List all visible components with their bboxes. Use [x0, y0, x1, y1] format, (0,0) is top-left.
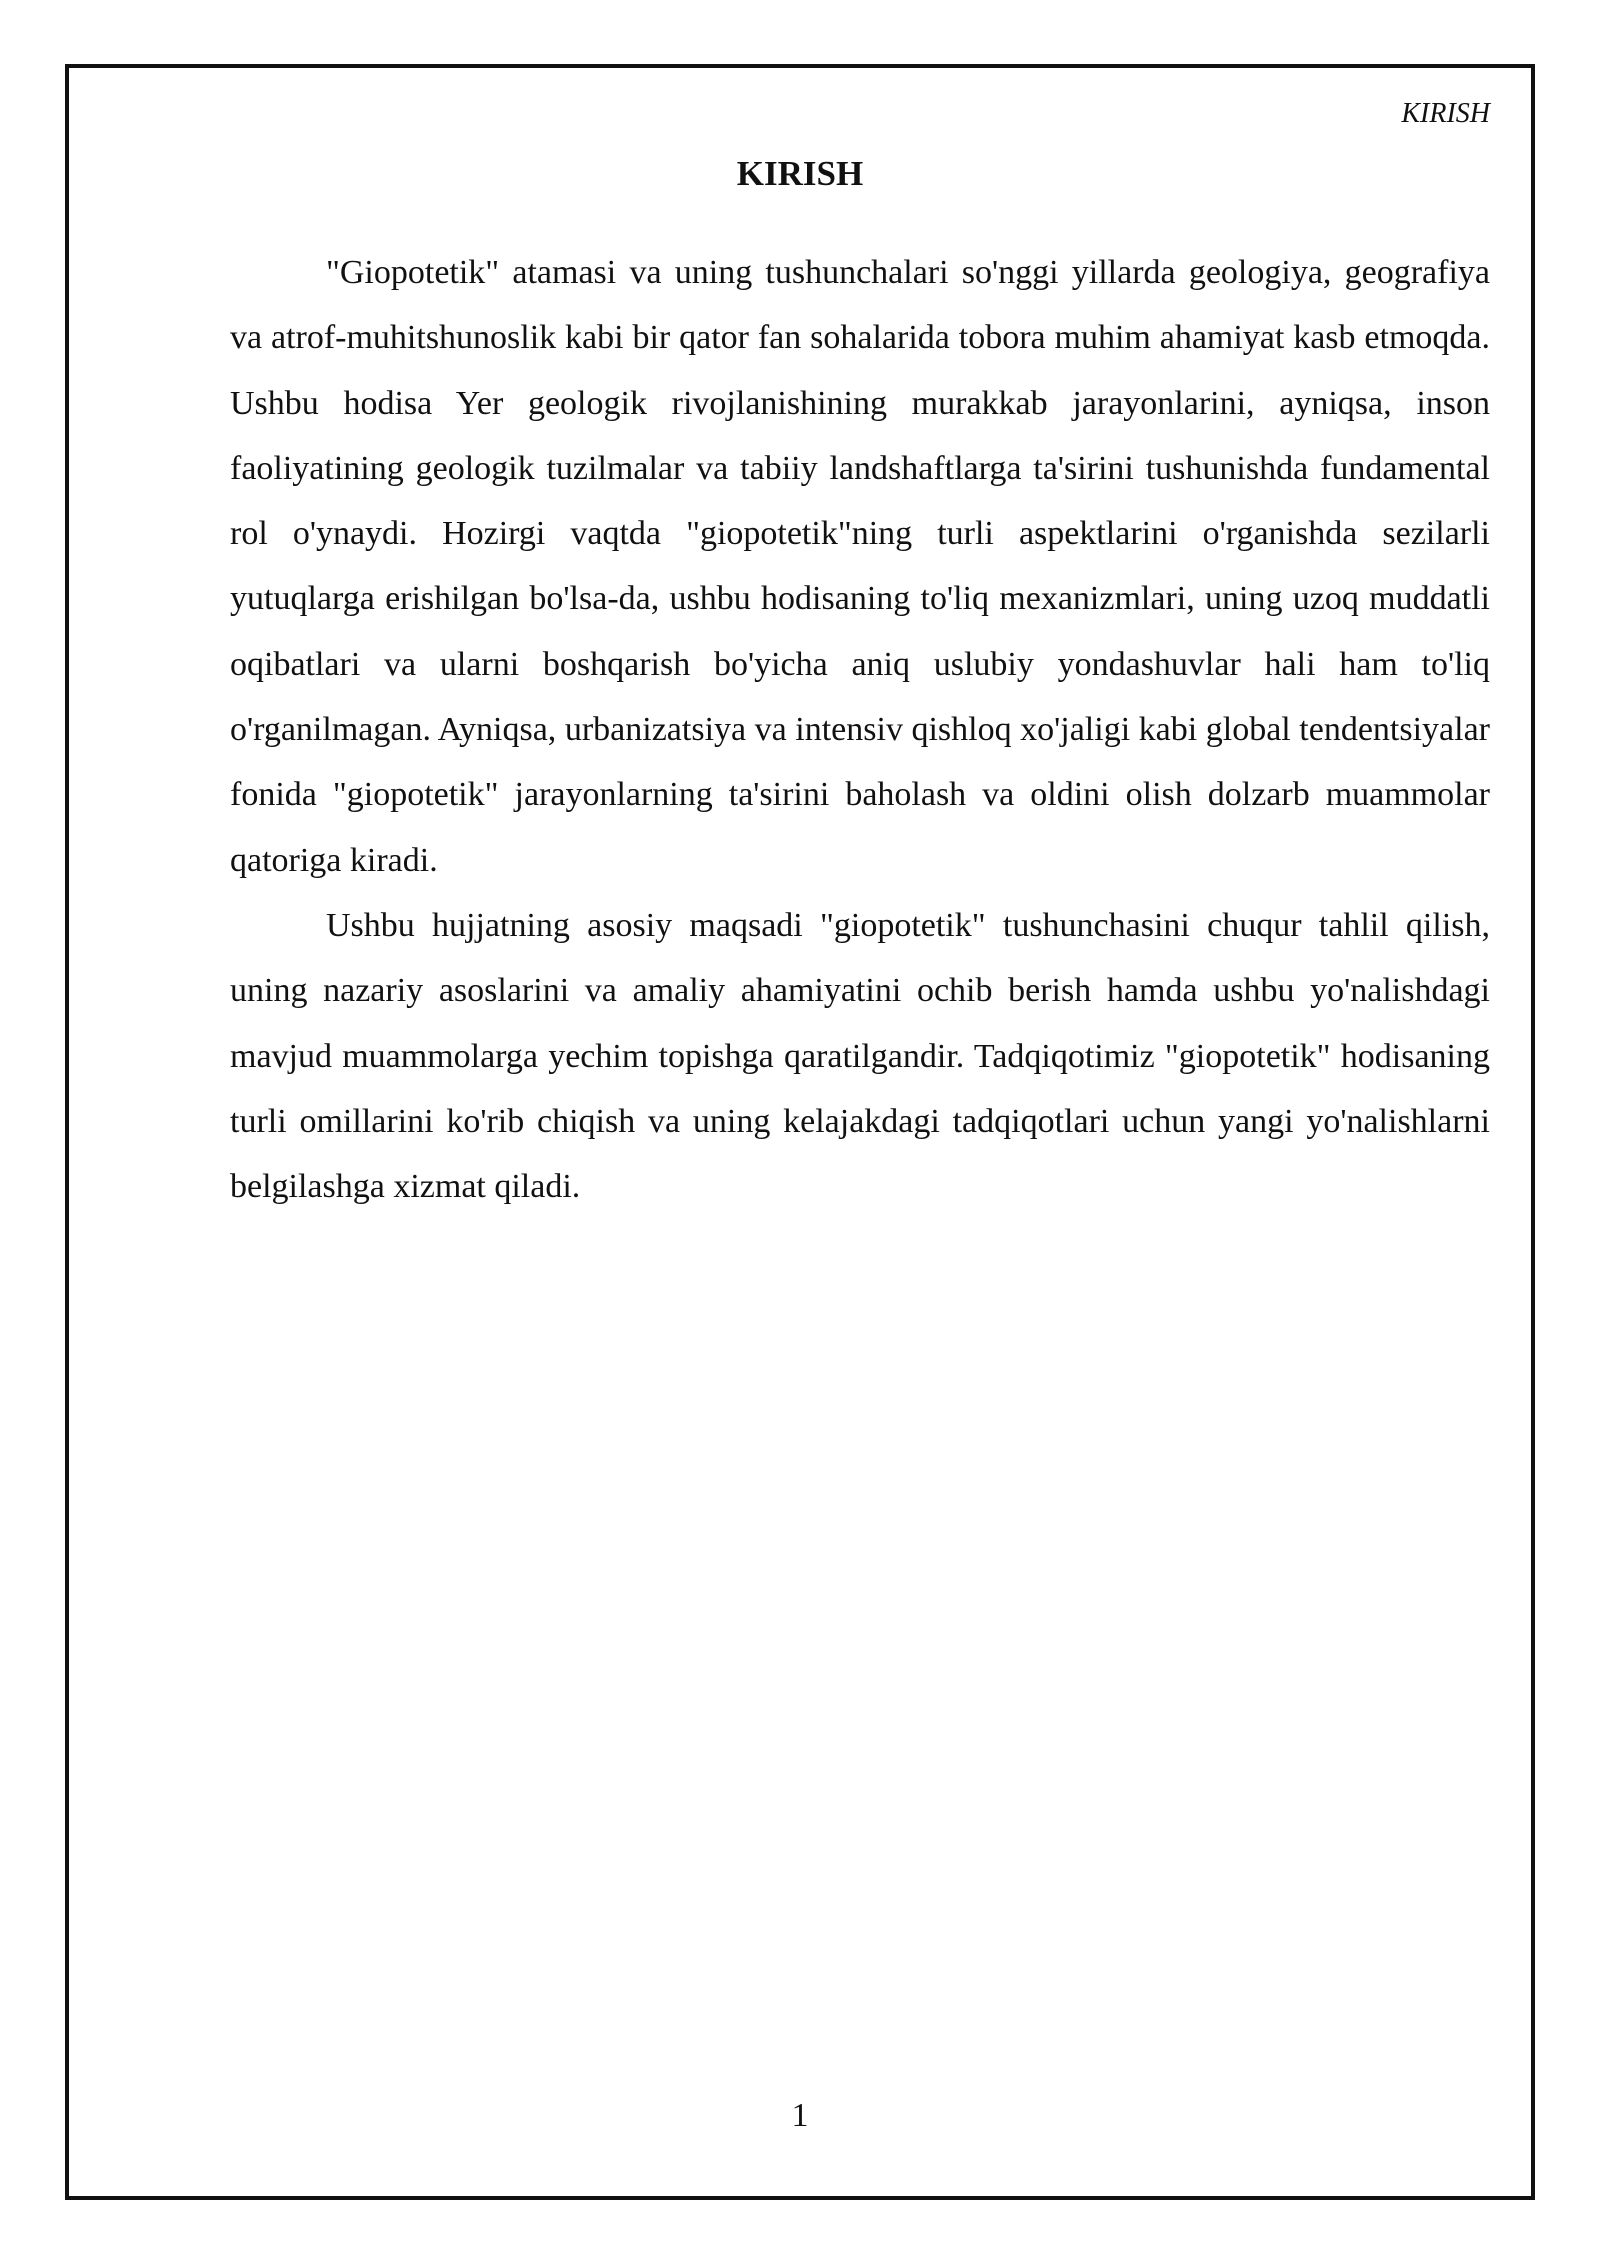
page-number: 1 — [791, 2097, 809, 2134]
body-text — [230, 240, 1490, 1219]
paragraph-2: Ushbu hujjatning asosiy maqsadi "giopotetik" tushunchasini chuqur tahlil qilish, uning nazariy asoslarini va amaliy ahamiyatini ochib berish hamda ushbu yo'nalishdagi mavjud muammolarga yechim topishga qaratilgandir. Tadqiqotimiz "giopotetik" hodisaning turli omillarini ko'rib chiqish va uning kelajakdagi tadqiqotlari uchun yangi yo'nalishlarni belgilashga xizmat qiladi. — [230, 906, 1490, 1206]
running-header: KIRISH — [1401, 98, 1490, 129]
section-title: KIRISH — [736, 154, 864, 193]
paragraph-1: "Giopotetik" atamasi va uning tushunchalari so'nggi yillarda geologiya, geografiya va atrof-muhitshunoslik kabi bir qator fan sohalarida tobora muhim ahamiyat kasb etmoqda. Ushbu hodisa Yer geologik rivojlanishining murakkab jarayonlarini, ayniqsa, inson faoliyatining geologik tuzilmalar va tabiiy landshaftlarga ta'sirini tushunishda fundamental rol o'ynaydi. Hozirgi vaqtda "giopotetik"ning turli aspektlarini o'rganishda sezilarli yutuqlarga erishilgan bo'lsa-da, ushbu hodisaning to'liq mexanizmlari, uning uzoq muddatli oqibatlari va ularni boshqarish bo'yicha aniq uslubiy yondashuvlar hali ham to'liq o'rganilmagan. Ayniqsa, urbanizatsiya va intensiv qishloq xo'jaligi kabi global tendentsiyalar fonida "giopotetik" jarayonlarning ta'sirini baholash va oldini olish dolzarb muammolar qatoriga kiradi. — [230, 254, 1490, 879]
